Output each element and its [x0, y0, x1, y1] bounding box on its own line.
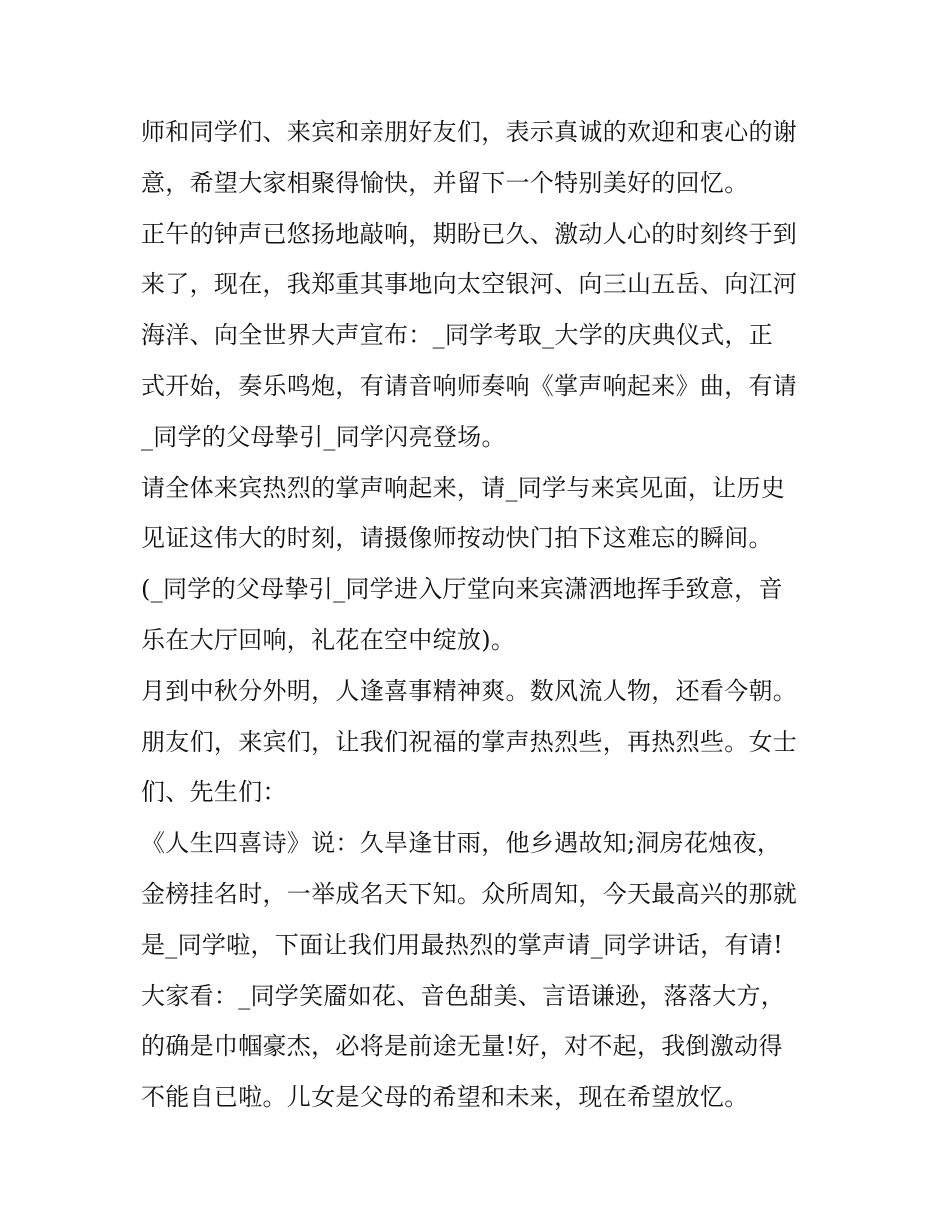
paragraph-4 — [141, 564, 821, 666]
text-line: 《人生四喜诗》说：久旱逢甘雨，他乡遇故知;洞房花烛夜， — [141, 829, 782, 858]
paragraph-1 — [141, 107, 821, 209]
text-line: _同学的父母挚引_同学闪亮登场。 — [141, 422, 506, 451]
text-line: 们、先生们： — [141, 778, 287, 807]
text-line: 见证这伟大的时刻，请摄像师按动快门拍下这难忘的瞬间。 — [141, 524, 773, 553]
text-line: 来了，现在，我郑重其事地向太空银河、向三山五岳、向江河 — [141, 270, 798, 299]
text-line: 意，希望大家相聚得愉快，并留下一个特别美好的回忆。 — [141, 168, 749, 197]
paragraph-5 — [141, 666, 821, 818]
text-line: 请全体来宾热烈的掌声响起来，请_同学与来宾见面，让历史 — [141, 473, 786, 502]
text-line: 式开始，奏乐鸣炮，有请音响师奏响《掌声响起来》曲，有请 — [141, 371, 798, 400]
paragraph-6 — [141, 818, 821, 970]
text-line: 正午的钟声已悠扬地敲响，期盼已久、激动人心的时刻终于到 — [141, 219, 798, 248]
text-line: (_同学的父母挚引_同学进入厅堂向来宾潇洒地挥手致意，音 — [141, 575, 783, 604]
text-line: 乐在大厅回响，礼花在空中绽放)。 — [141, 625, 516, 654]
paragraph-7 — [141, 971, 821, 1123]
text-line: 海洋、向全世界大声宣布：_同学考取_大学的庆典仪式，正 — [141, 321, 774, 350]
text-line: 月到中秋分外明，人逢喜事精神爽。数风流人物，还看今朝。 — [141, 676, 798, 705]
text-line: 大家看：_同学笑靥如花、音色甜美、言语谦逊，落落大方， — [141, 981, 786, 1010]
text-line: 不能自已啦。儿女是父母的希望和未来，现在希望放忆。 — [141, 1083, 749, 1112]
paragraph-3 — [141, 463, 821, 565]
text-line: 的确是巾帼豪杰，必将是前途无量!好，对不起，我倒激动得 — [141, 1032, 783, 1061]
text-line: 师和同学们、来宾和亲朋好友们，表示真诚的欢迎和衷心的谢 — [141, 118, 798, 146]
document-body — [141, 107, 821, 1123]
text-line: 朋友们，来宾们，让我们祝福的掌声热烈些，再热烈些。女士 — [141, 727, 798, 756]
text-line: 金榜挂名时，一举成名天下知。众所周知，今天最高兴的那就 — [141, 879, 798, 908]
paragraph-2 — [141, 209, 821, 463]
text-line: 是_同学啦，下面让我们用最热烈的掌声请_同学讲话，有请! — [141, 930, 784, 959]
